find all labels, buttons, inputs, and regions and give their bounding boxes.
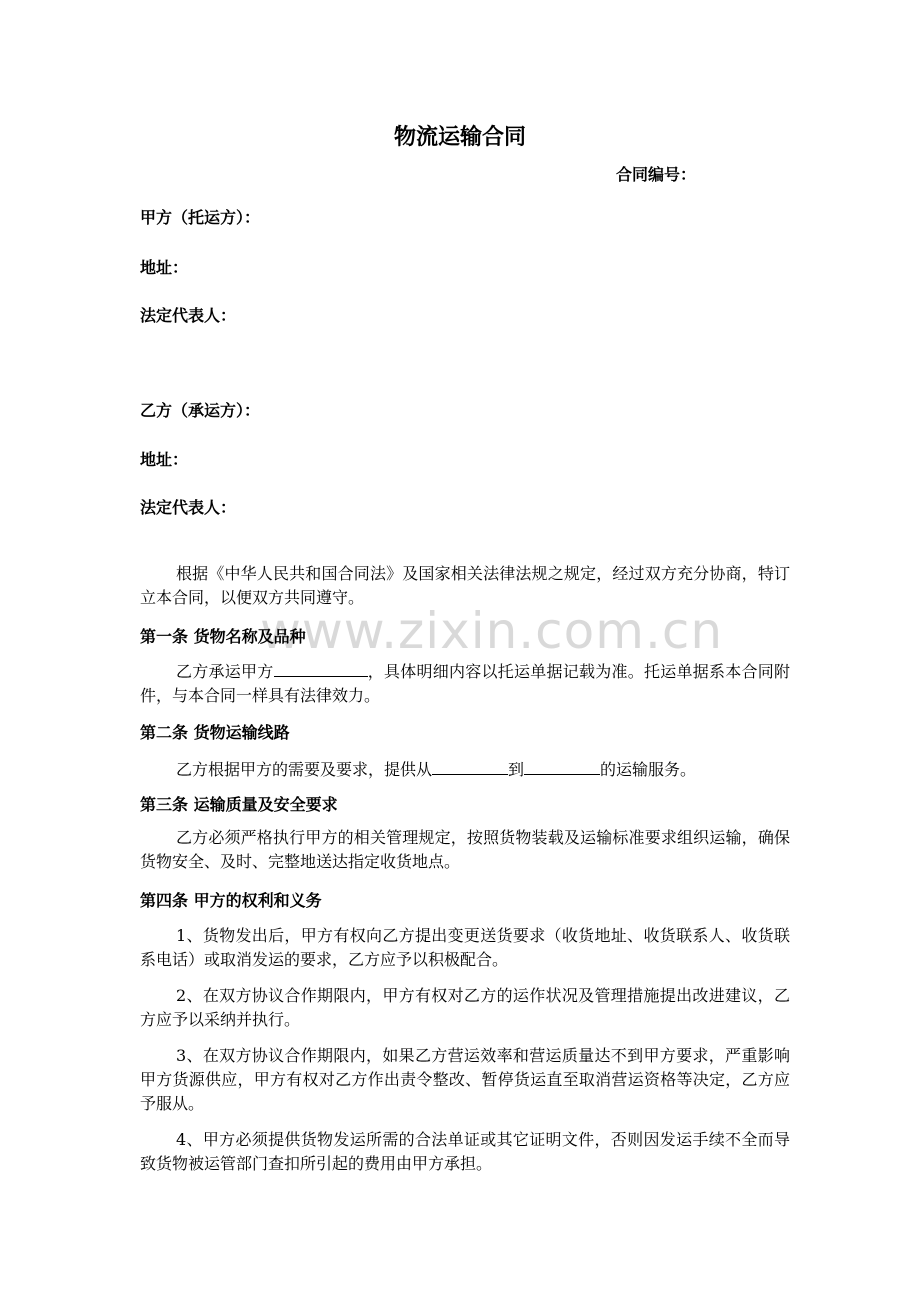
- article-2-text-a: 乙方根据甲方的需要及要求，提供从: [176, 760, 433, 779]
- party-b-rep-label: 法定代表人：: [140, 498, 237, 517]
- party-a-address-label: 地址：: [140, 258, 189, 277]
- contract-number-label: 合同编号：: [616, 165, 697, 184]
- article-1-text-after: ，具体明细内容以托运单据记载为准。托运单据系本合同附件，与本合同一样具有法律效力。: [140, 662, 790, 705]
- article-1-paragraph: [140, 658, 790, 708]
- party-b-name-label: 乙方（承运方）：: [140, 401, 261, 420]
- article-4-item-3: 3、在双方协议合作期限内，如果乙方营运效率和营运质量达不到甲方要求，严重影响甲方货源供应，甲方有权对乙方作出责令整改、暂停货运直至取消营运资格等决定，乙方应予服从。: [140, 1046, 790, 1113]
- article-1-text-before: 乙方承运甲方: [176, 662, 274, 681]
- party-b-address-label: 地址：: [140, 450, 189, 469]
- party-a-name-label: 甲方（托运方）：: [140, 208, 261, 227]
- article-4-heading: 第四条 甲方的权利和义务: [140, 891, 322, 910]
- article-4-item-1: 1、货物发出后，甲方有权向乙方提出变更送货要求（收货地址、收货联系人、收货联系电话）或取消发运的要求，乙方应予以积极配合。: [140, 926, 790, 969]
- goods-blank: [274, 658, 368, 677]
- article-4-item-4: 4、甲方必须提供货物发运所需的合法单证或其它证明文件，否则因发运手续不全而导致货物被运管部门查扣所引起的费用由甲方承担。: [140, 1130, 790, 1173]
- article-2-heading: 第二条 货物运输线路: [140, 723, 290, 742]
- origin-blank: [432, 756, 508, 775]
- destination-blank: [524, 756, 600, 775]
- preamble-paragraph: 根据《中华人民共和国合同法》及国家相关法律法规之规定，经过双方充分协商，特订立本合同，以便双方共同遵守。: [140, 564, 790, 607]
- article-1-heading: 第一条 货物名称及品种: [140, 627, 306, 646]
- article-2-paragraph: [140, 756, 790, 782]
- article-2-text-c: 的运输服务。: [600, 760, 697, 779]
- article-3-heading: 第三条 运输质量及安全要求: [140, 795, 338, 814]
- article-4-item-2: 2、在双方协议合作期限内，甲方有权对乙方的运作状况及管理措施提出改进建议，乙方应予以采纳并执行。: [140, 986, 790, 1029]
- article-2-text-b: 到: [508, 760, 525, 779]
- watermark: www.zixin.com.cn: [260, 602, 724, 660]
- document-title: 物流运输合同: [393, 124, 526, 150]
- article-3-paragraph: 乙方必须严格执行甲方的相关管理规定，按照货物装载及运输标准要求组织运输，确保货物安全、及时、完整地送达指定收货地点。: [140, 828, 790, 871]
- party-a-rep-label: 法定代表人：: [140, 306, 237, 325]
